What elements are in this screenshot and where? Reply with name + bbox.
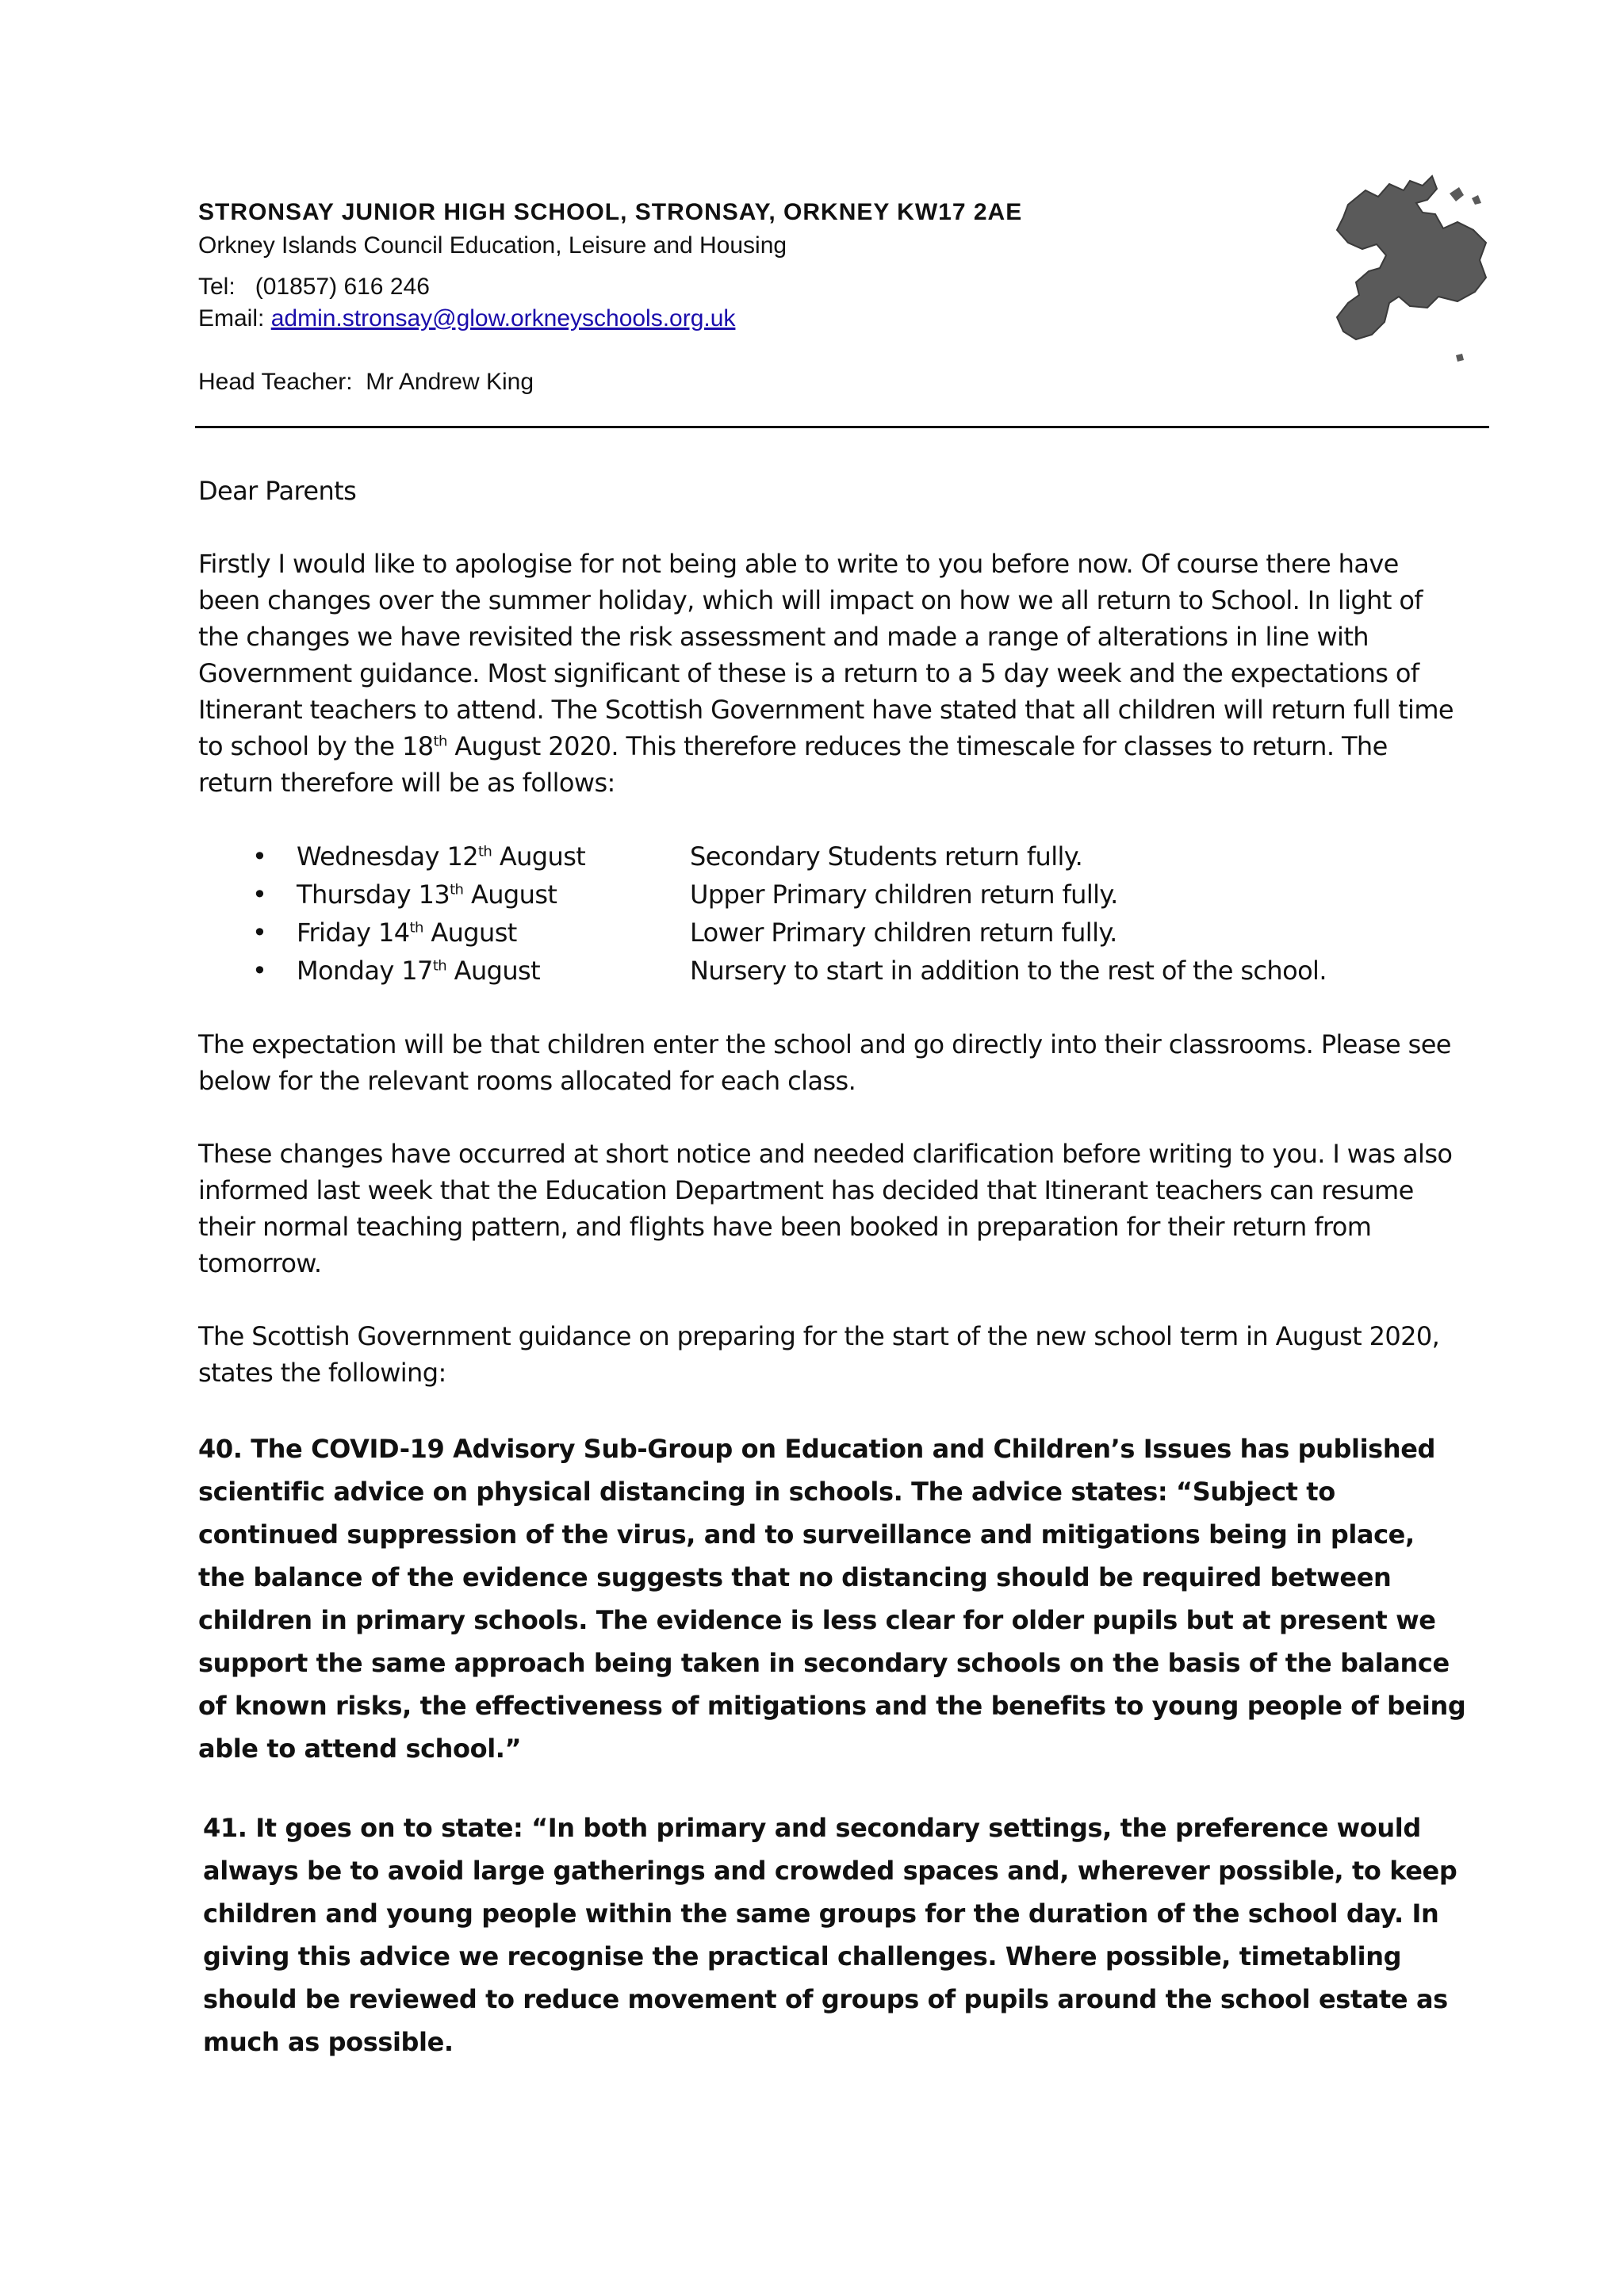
schedule-day: Wednesday 12th August: [297, 841, 586, 872]
intro-text-end: August 2020. This therefore reduces the timescale for classes to return. The return therefore will be as follows:: [198, 731, 1388, 798]
header-divider: [195, 426, 1489, 428]
schedule-day: Thursday 13th August: [297, 879, 557, 910]
paragraph-guidance-intro: The Scottish Government guidance on preparing for the start of the new school term in August 2020, states the following:: [198, 1321, 1440, 1388]
guidance-quote-41: 41. It goes on to state: “In both primary and secondary settings, the preference would always be to avoid large gatherings and crowded spaces and, wherever possible, to keep children and young people within the same groups for the duration of the school day. In giving this advice we recognise the practical challenges. Where possible, timetabling should be reviewed to reduce movement of groups of pupils around the school estate as much as possible.: [203, 1813, 1457, 2057]
letterhead: [198, 197, 1308, 398]
ordinal-suffix: th: [433, 733, 447, 750]
paragraph-classrooms: The expectation will be that children enter the school and go directly into their classrooms. Please see below for the relevant rooms allocated for each class.: [198, 1029, 1451, 1096]
orkney-island-map-icon: [1316, 167, 1507, 373]
return-schedule-list: [198, 837, 1467, 990]
email-label: Email:: [198, 305, 265, 331]
bullet-icon: •: [252, 956, 267, 986]
email-link[interactable]: admin.stronsay@glow.orkneyschools.org.uk: [270, 305, 736, 331]
salutation: Dear Parents: [198, 476, 357, 506]
head-teacher-label: Head Teacher:: [198, 369, 353, 395]
schedule-day: Monday 17th August: [297, 956, 541, 986]
list-item: [198, 875, 1467, 914]
list-item: [198, 952, 1467, 990]
council-name: Orkney Islands Council Education, Leisure and Housing: [198, 232, 787, 259]
paragraph-intro: [198, 546, 1467, 801]
paragraph-itinerant-teachers: These changes have occurred at short notice and needed clarification before writing to you. I was also informed last week that the Education Department has decided that Itinerant teachers can resume their normal teaching pattern, and flights have been booked in preparation for their return from tomorrow.: [198, 1139, 1453, 1278]
email-line: [198, 303, 1308, 335]
list-item: [198, 837, 1467, 875]
intro-text-start: Firstly I would like to apologise for not being able to write to you before now. Of course there have been changes over the summer holiday, which will impact on how we all return to School. In light of the changes we have revisited the risk assessment and made a range of alterations in line with Government guidance. Most significant of these is a return to a 5 day week and the expectations of Itinerant teachers to attend. The Scottish Government have stated that all children will return full time to school by the 18: [198, 549, 1454, 761]
schedule-description: Secondary Students return fully.: [690, 841, 1083, 872]
schedule-day: Friday 14th August: [297, 918, 517, 948]
head-teacher-line: [198, 366, 1308, 398]
school-name: STRONSAY JUNIOR HIGH SCHOOL, STRONSAY, ORKNEY KW17 2AE: [198, 199, 1023, 225]
telephone-line: [198, 271, 1308, 303]
schedule-description: Upper Primary children return fully.: [690, 879, 1118, 910]
bullet-icon: •: [252, 879, 267, 910]
tel-label: Tel:: [198, 274, 236, 300]
schedule-description: Lower Primary children return fully.: [690, 918, 1117, 948]
bullet-icon: •: [252, 918, 267, 948]
schedule-description: Nursery to start in addition to the rest of the school.: [690, 956, 1327, 986]
list-item: [198, 914, 1467, 952]
letter-body: [198, 473, 1467, 2100]
guidance-quote-40: 40. The COVID-19 Advisory Sub-Group on Education and Children’s Issues has published scientific advice on physical distancing in schools. The advice states: “Subject to continued suppression of the virus, and to surveillance and mitigations being in place, the balance of the evidence suggests that no distancing should be required between children in primary schools. The evidence is less clear for older pupils but at present we support the same approach being taken in secondary schools on the basis of the balance of known risks, the effectiveness of mitigations and the benefits to young people of being able to attend school.”: [198, 1434, 1466, 1764]
head-teacher-name: Mr Andrew King: [366, 369, 534, 395]
tel-value: (01857) 616 246: [255, 274, 430, 300]
bullet-icon: •: [252, 841, 267, 872]
